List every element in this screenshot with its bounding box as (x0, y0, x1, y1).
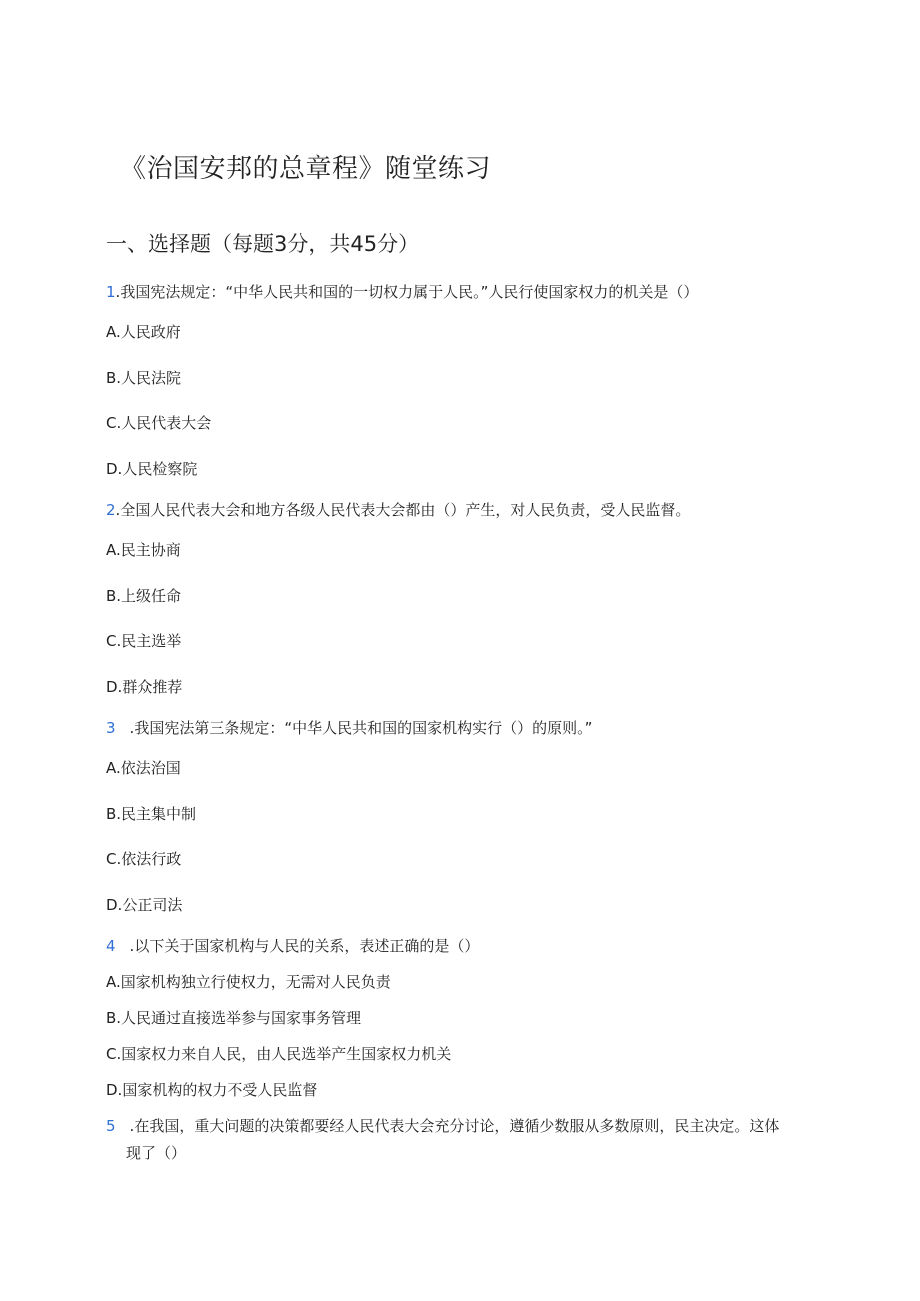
q4-option-d: D.国家机构的权力不受人民监督 (106, 1081, 318, 1099)
document-title: 《治国安邦的总章程》随堂练习 (120, 154, 492, 184)
q3-option-a: A.依法治国 (106, 759, 181, 777)
question-stem: .以下关于国家机构与人民的关系，表述正确的是（） (129, 937, 480, 955)
q2-option-d: D.群众推荐 (106, 678, 183, 696)
question-1 (106, 282, 698, 302)
section-heading: 一、选择题（每题3分，共45分） (106, 232, 420, 256)
q1-option-a: A.人民政府 (106, 323, 181, 341)
q4-option-c: C.国家权力来自人民，由人民选举产生国家权力机关 (106, 1045, 452, 1063)
q2-option-b: B.上级任命 (106, 587, 182, 605)
question-2 (106, 500, 690, 520)
question-number: 2 (106, 501, 116, 519)
q2-option-a: A.民主协商 (106, 541, 181, 559)
q3-option-c: C.依法行政 (106, 850, 182, 868)
q2-option-c: C.民主选举 (106, 632, 182, 650)
question-number: 3 (106, 719, 116, 737)
question-number: 4 (106, 937, 116, 955)
question-5-stem-continuation: 现了（） (126, 1144, 187, 1162)
q1-option-c: C.人民代表大会 (106, 414, 212, 432)
question-5 (106, 1116, 779, 1136)
question-stem: .全国人民代表大会和地方各级人民代表大会都由（）产生，对人民负责，受人民监督。 (115, 501, 691, 519)
question-number: 5 (106, 1117, 116, 1135)
q4-option-a: A.国家机构独立行使权力，无需对人民负责 (106, 973, 391, 991)
q4-option-b: B.人民通过直接选举参与国家事务管理 (106, 1009, 362, 1027)
question-number: 1 (106, 283, 116, 301)
question-stem: .在我国，重大问题的决策都要经人民代表大会充分讨论，遵循少数服从多数原则，民主决定。这体 (129, 1117, 780, 1135)
q1-option-b: B.人民法院 (106, 369, 182, 387)
q3-option-b: B.民主集中制 (106, 805, 197, 823)
question-4 (106, 936, 479, 956)
question-3 (106, 718, 592, 738)
question-stem: .我国宪法第三条规定：“中华人民共和国的国家机构实行（）的原则。” (129, 719, 593, 737)
q1-option-d: D.人民检察院 (106, 460, 198, 478)
q3-option-d: D.公正司法 (106, 896, 183, 914)
question-stem: .我国宪法规定：“中华人民共和国的一切权力属于人民。”人民行使国家权力的机关是（） (115, 283, 699, 301)
